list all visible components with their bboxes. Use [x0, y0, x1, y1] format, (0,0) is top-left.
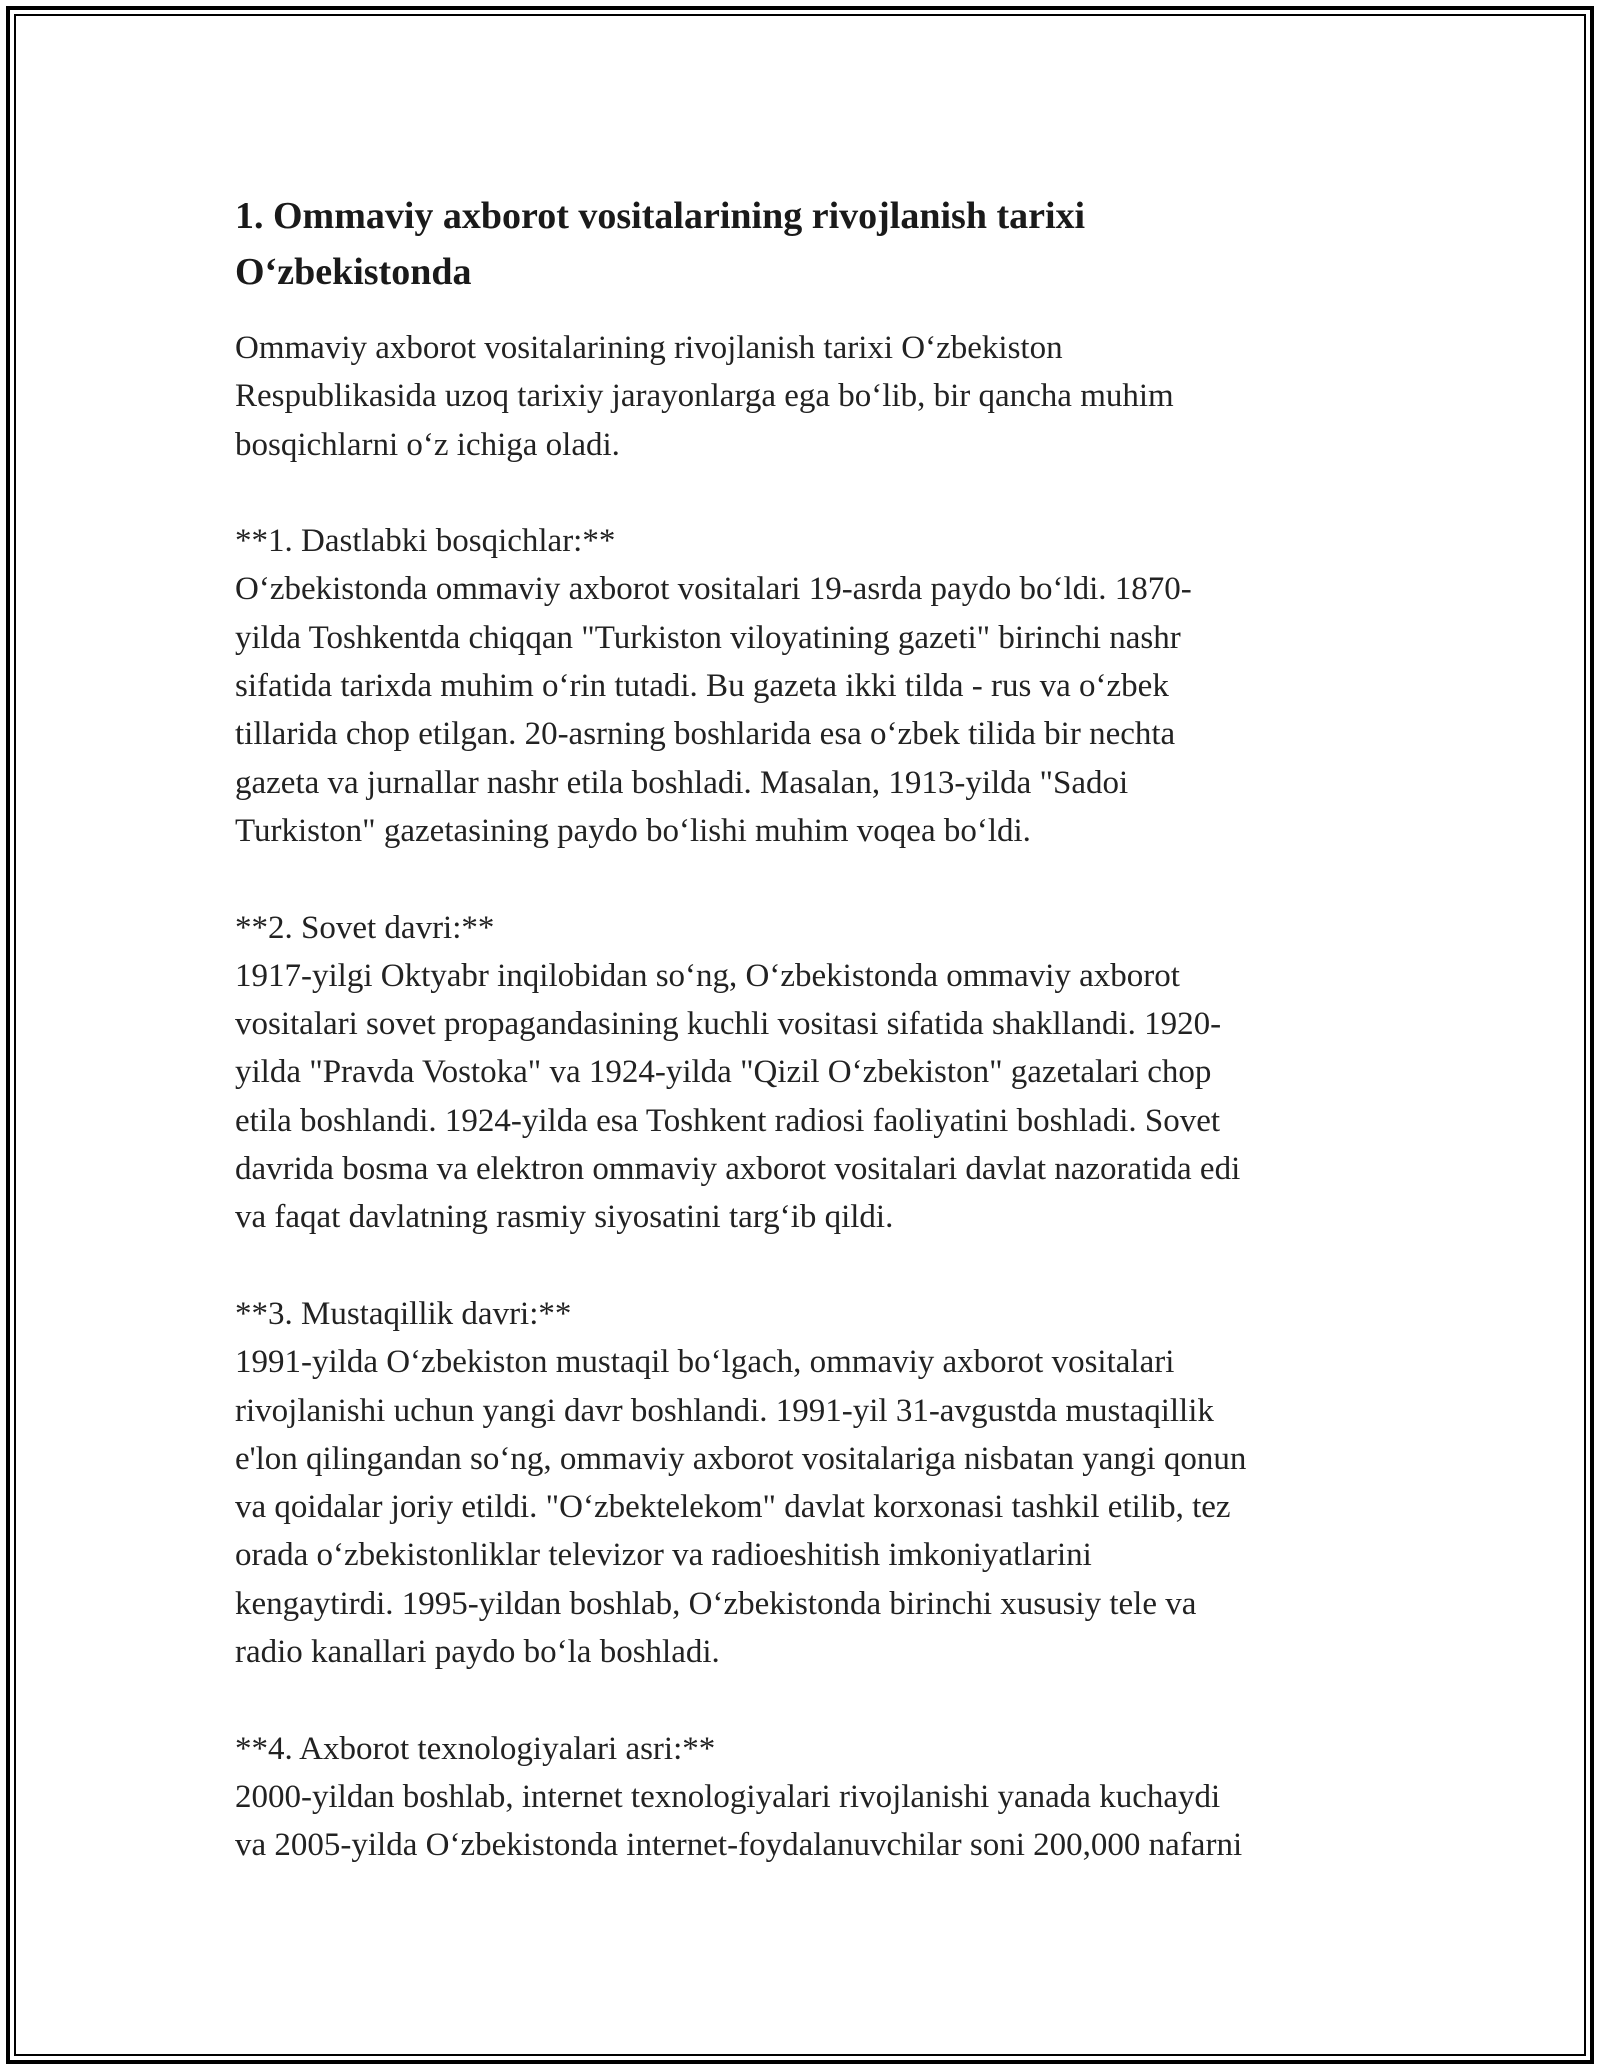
text-line: Ommaviy axborot vositalarining rivojlanish tarixi O‘zbekiston — [235, 330, 1063, 366]
text-line: va qoidalar joriy etildi. "O‘zbektelekom" davlat korxonasi tashkil etilib, tez — [235, 1489, 1231, 1526]
text-line: radio kanallari paydo bo‘la boshladi. — [235, 1634, 720, 1671]
section-2 — [235, 904, 1370, 1242]
text-line: vositalari sovet propagandasining kuchli vositasi sifatida shakllandi. 1920- — [235, 1006, 1222, 1043]
paragraph-gap — [235, 469, 1370, 517]
text-line: etila boshlandi. 1924-yilda esa Toshkent radiosi faoliyatini boshladi. Sovet — [235, 1102, 1221, 1139]
text-line: va 2005-yilda O‘zbekistonda internet-foydalanuvchilar soni 200,000 nafarni — [235, 1827, 1243, 1864]
text-line: rivojlanishi uchun yangi davr boshlandi. 1991-yil 31-avgustda mustaqillik — [235, 1392, 1214, 1429]
text-line: yilda "Pravda Vostoka" va 1924-yilda "Qizil O‘zbekiston" gazetalari chop — [235, 1054, 1212, 1091]
section-4 — [235, 1725, 1370, 1870]
text-line: 1917-yilgi Oktyabr inqilobidan so‘ng, O‘zbekistonda ommaviy axborot — [235, 957, 1180, 994]
section-heading: **1. Dastlabki bosqichlar:** — [235, 523, 616, 560]
text-line: 2000-yildan boshlab, internet texnologiyalari rivojlanishi yanada kuchaydi — [235, 1778, 1221, 1815]
text-line: bosqichlarni o‘z ichiga oladi. — [235, 426, 620, 463]
paragraph-gap — [235, 1676, 1370, 1724]
title-line-1: 1. Ommaviy axborot vositalarining rivojlanish tarixi — [235, 195, 1086, 237]
section-heading: **2. Sovet davri:** — [235, 909, 495, 946]
section-1 — [235, 517, 1370, 855]
paragraph-gap — [235, 1242, 1370, 1290]
text-line: 1991-yilda O‘zbekiston mustaqil bo‘lgach, ommaviy axborot vositalari — [235, 1344, 1175, 1381]
intro-paragraph — [235, 324, 1370, 469]
text-line: Respublikasida uzoq tarixiy jarayonlarga ega bo‘lib, bir qancha muhim — [235, 378, 1174, 415]
section-heading: **4. Axborot texnologiyalari asri:** — [235, 1730, 716, 1767]
title-line-2: O‘zbekistonda — [235, 251, 472, 293]
document-title — [235, 188, 1370, 300]
text-line: O‘zbekistonda ommaviy axborot vositalari 19-asrda paydo bo‘ldi. 1870- — [235, 571, 1192, 608]
text-line: tillarida chop etilgan. 20-asrning boshlarida esa o‘zbek tilida bir nechta — [235, 716, 1176, 753]
section-heading: **3. Mustaqillik davri:** — [235, 1295, 572, 1332]
text-line: kengaytirdi. 1995-yildan boshlab, O‘zbekistonda birinchi xususiy tele va — [235, 1585, 1197, 1622]
text-line: davrida bosma va elektron ommaviy axborot vositalari davlat nazoratida edi — [235, 1151, 1241, 1188]
section-3 — [235, 1290, 1370, 1676]
text-line: e'lon qilingandan so‘ng, ommaviy axborot vositalariga nisbatan yangi qonun — [235, 1440, 1247, 1477]
text-line: yilda Toshkentda chiqqan "Turkiston viloyatining gazeti" birinchi nashr — [235, 619, 1181, 656]
text-line: orada o‘zbekistonliklar televizor va radioeshitish imkoniyatlarini — [235, 1537, 1092, 1574]
text-line: sifatida tarixda muhim o‘rin tutadi. Bu gazeta ikki tilda - rus va o‘zbek — [235, 668, 1169, 705]
text-line: va faqat davlatning rasmiy siyosatini targ‘ib qildi. — [235, 1199, 894, 1236]
text-line: Turkiston" gazetasining paydo bo‘lishi muhim voqea bo‘ldi. — [235, 812, 1031, 849]
document-body — [235, 188, 1370, 1870]
text-line: gazeta va jurnallar nashr etila boshladi. Masalan, 1913-yilda "Sadoi — [235, 764, 1129, 801]
paragraph-gap — [235, 855, 1370, 903]
